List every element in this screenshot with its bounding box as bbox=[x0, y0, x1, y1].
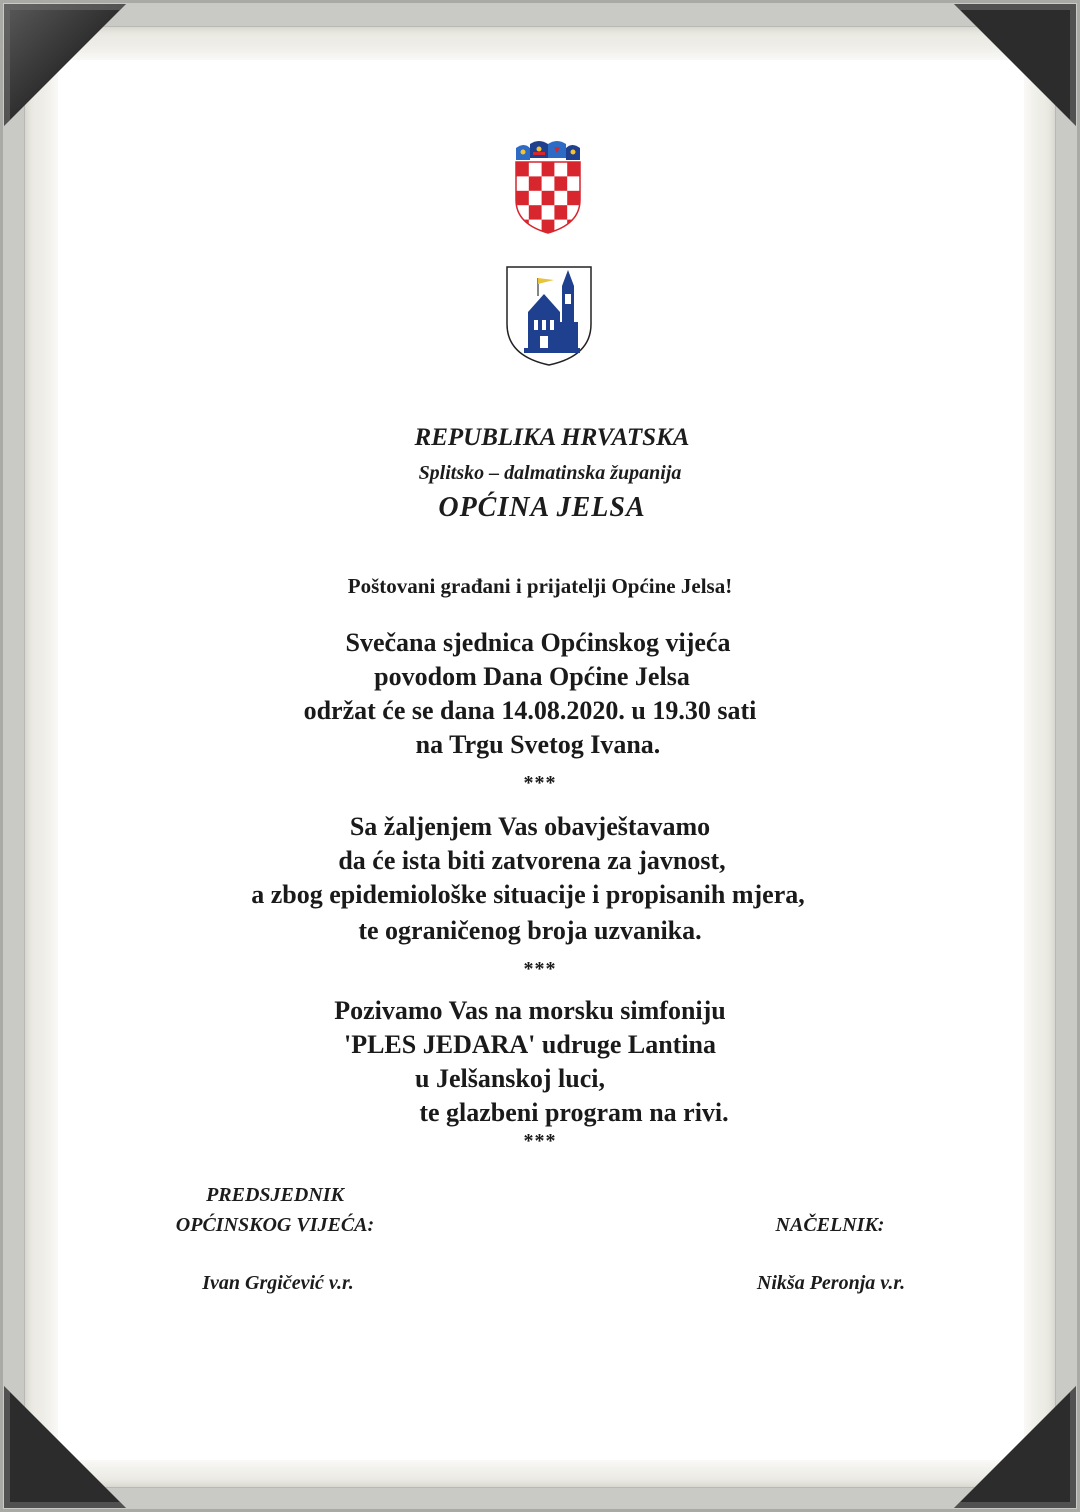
paragraph2-line: te ograničenog broja uzvanika. bbox=[358, 916, 702, 945]
paragraph1-line: održat će se dana 14.08.2020. u 19.30 sati bbox=[303, 696, 757, 725]
mayor-name: Nikša Peronja v.r. bbox=[756, 1272, 906, 1294]
republic-heading: REPUBLIKA HRVATSKA bbox=[414, 424, 690, 451]
paragraph1-line: na Trgu Svetog Ivana. bbox=[415, 730, 661, 759]
paragraph3-line: 'PLES JEDARA' udruge Lantina bbox=[343, 1030, 717, 1059]
municipality-heading: OPĆINA JELSA bbox=[438, 492, 646, 523]
corner-mount-icon bbox=[950, 1382, 1080, 1512]
separator: *** bbox=[523, 958, 557, 980]
county-heading: Splitsko – dalmatinska županija bbox=[418, 462, 682, 484]
president-title-line2: OPĆINSKOG VIJEĆA: bbox=[175, 1214, 375, 1236]
president-title-line1: PREDSJEDNIK bbox=[206, 1184, 344, 1206]
separator: *** bbox=[523, 772, 557, 794]
paragraph1-line: povodom Dana Općine Jelsa bbox=[374, 662, 690, 691]
corner-mount-icon bbox=[0, 1382, 130, 1512]
greeting: Poštovani građani i prijatelji Općine Jelsa! bbox=[347, 574, 733, 598]
separator: *** bbox=[523, 1130, 557, 1152]
croatian-coat-of-arms-icon bbox=[510, 138, 586, 234]
paragraph3-line: u Jelšanskoj luci, bbox=[415, 1064, 605, 1093]
paragraph3-line: Pozivamo Vas na morsku simfoniju bbox=[334, 996, 726, 1025]
paragraph3-line: te glazbeni program na rivi. bbox=[419, 1098, 729, 1127]
jelsa-coat-of-arms-icon bbox=[504, 264, 594, 368]
corner-mount-icon bbox=[950, 0, 1080, 130]
paragraph2-line: a zbog epidemiološke situacije i propisanih mjera, bbox=[251, 880, 805, 909]
mayor-title: NAČELNIK: bbox=[775, 1214, 885, 1236]
paragraph2-line: da će ista biti zatvorena za javnost, bbox=[338, 846, 726, 875]
paragraph2-line: Sa žaljenjem Vas obavještavamo bbox=[349, 812, 711, 841]
corner-mount-icon bbox=[0, 0, 130, 130]
president-name: Ivan Grgičević v.r. bbox=[202, 1272, 354, 1294]
paragraph1-line: Svečana sjednica Općinskog vijeća bbox=[345, 628, 731, 657]
